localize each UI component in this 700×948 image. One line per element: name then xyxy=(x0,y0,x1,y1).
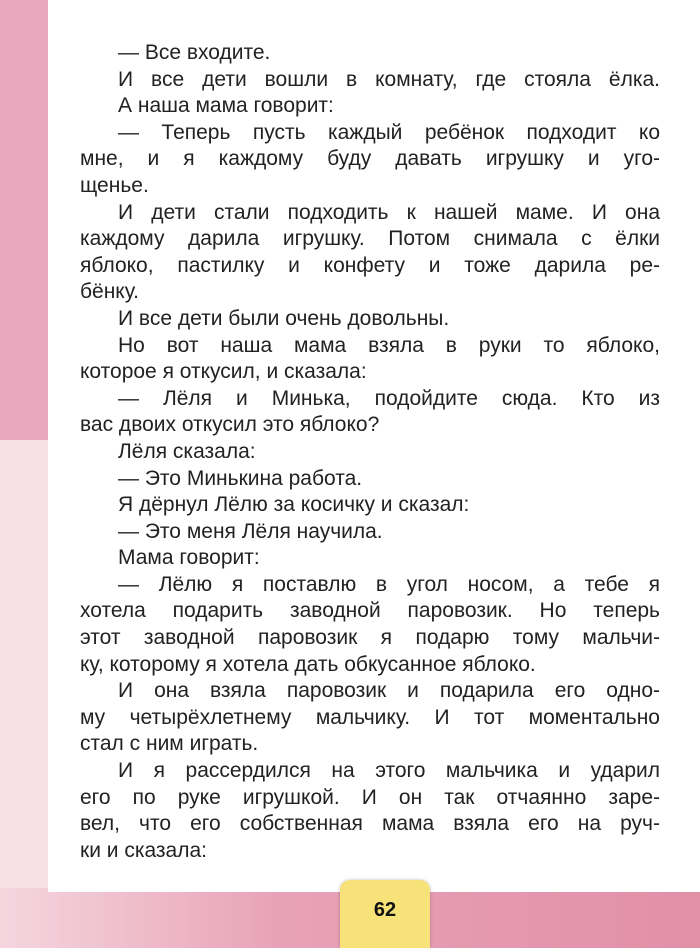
text-line: хотела подарить заводной паровозик. Но теперь xyxy=(80,599,660,623)
text-line: яблоко, пастилку и конфету и тоже дарила ре- xyxy=(80,253,660,277)
text-line: И дети стали подходить к нашей маме. И она xyxy=(118,200,660,224)
text-line: — Теперь пусть каждый ребёнок подходит ко xyxy=(118,120,660,144)
text-line: Лёля сказала: xyxy=(118,439,256,463)
text-line: му четырёхлетнему мальчику. И тот моментально xyxy=(80,705,660,729)
text-line: каждому дарила игрушку. Потом снимала с ёлки xyxy=(80,227,660,251)
text-line: — Все входите. xyxy=(118,41,271,64)
text-line: И я рассердился на этого мальчика и ударил xyxy=(118,759,660,783)
text-line: вас двоих откусил это яблоко? xyxy=(80,413,380,437)
text-line: мне, и я каждому буду давать игрушку и уго- xyxy=(80,147,660,171)
text-line: И все дети были очень довольны. xyxy=(118,306,450,330)
text-line: этот заводной паровозик я подарю тому мальчи- xyxy=(80,626,660,650)
page-number: 62 xyxy=(340,880,430,948)
text-line: стал с ним играть. xyxy=(80,732,259,756)
text-line: вел, что его собственная мама взяла его на руч- xyxy=(80,812,660,836)
text-line: Но вот наша мама взяла в руки то яблоко, xyxy=(118,333,660,357)
text-line: ки и сказала: xyxy=(80,838,207,862)
text-line: Я дёрнул Лёлю за косичку и сказал: xyxy=(118,493,470,517)
text-line: Мама говорит: xyxy=(118,546,260,570)
text-line: — Это меня Лёля научила. xyxy=(118,519,383,543)
text-line: щенье. xyxy=(80,173,149,197)
story-text xyxy=(80,40,660,864)
text-line: — Лёлю я поставлю в угол носом, а тебе я xyxy=(118,572,660,596)
text-line: — Это Минькина работа. xyxy=(118,466,363,490)
text-line: его по руке игрушкой. И он так отчаянно заре- xyxy=(80,785,660,809)
text-line: А наша мама говорит: xyxy=(118,94,334,118)
text-line: И все дети вошли в комнату, где стояла ёлка. xyxy=(118,67,660,91)
text-line: которое я откусил, и сказала: xyxy=(80,360,367,384)
text-line: И она взяла паровозик и подарила его одно- xyxy=(118,679,660,703)
text-line: — Лёля и Минька, подойдите сюда. Кто из xyxy=(118,386,660,410)
text-line: ку, которому я хотела дать обкусанное яблоко. xyxy=(80,652,536,676)
text-line: бёнку. xyxy=(80,280,139,304)
